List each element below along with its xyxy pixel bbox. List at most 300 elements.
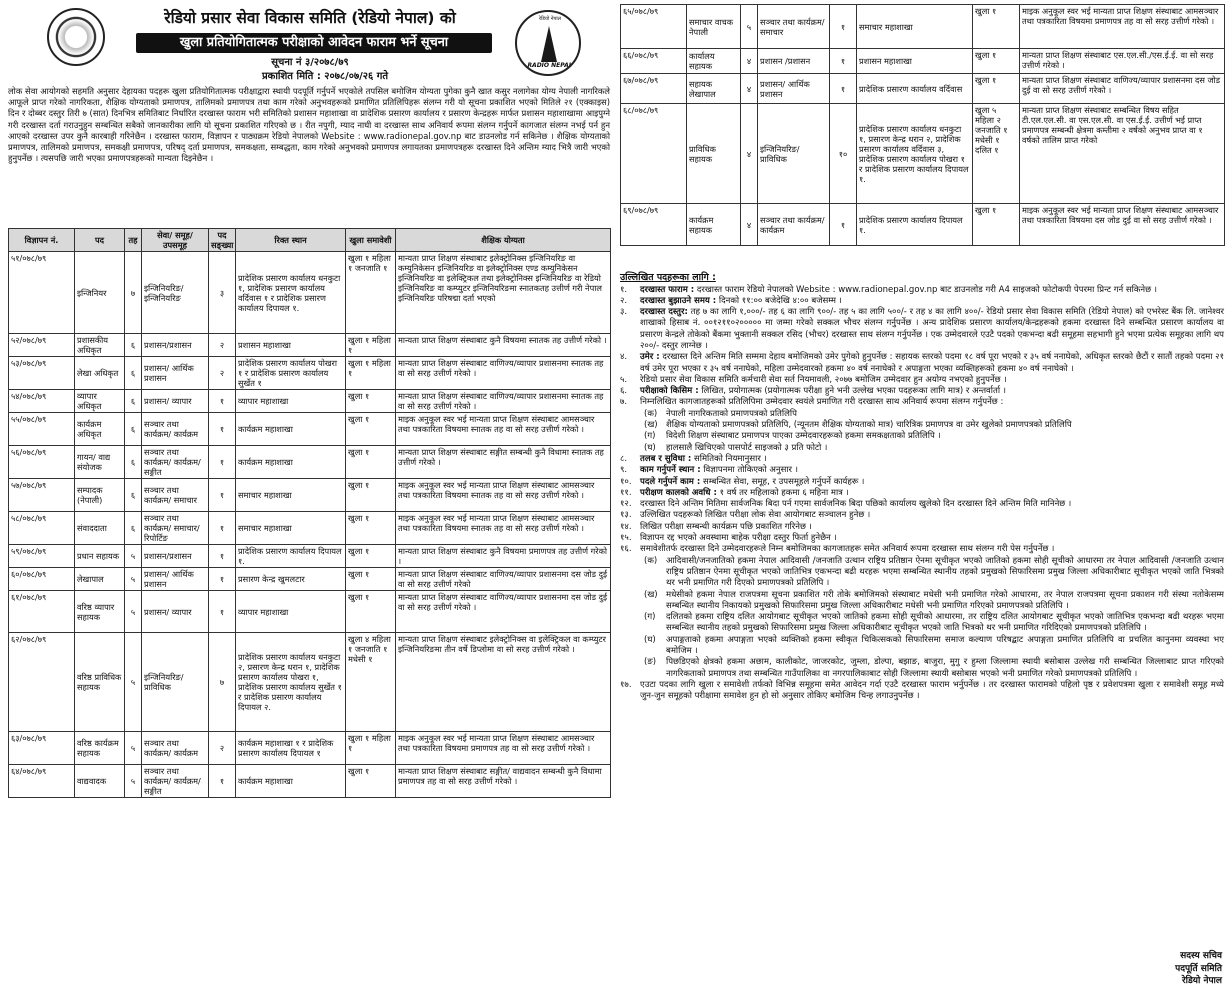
sub-note-number: (घ) xyxy=(644,442,656,453)
note-text: एउटा पदका लागि खुला र समावेशी तर्फको विभिन्न समूहमा समेत आवेदन गर्दा एउटै दरखास्त फाराम भर्नुपर्नेछ । तर दरखास्त फारामको पहिलो पृष्ठ र प्रवेशपत्रमा खुला र समावेशी समूह मध्ये जुन-जुन समूहको परीक्षामा समावेश हुन हो सो अनुसार तोकिए बमोजिम चिन्ह लगाउनुपर्नेछ । xyxy=(640,679,1224,702)
note-item xyxy=(620,307,1224,352)
ad-number-cell: ५४/०७८/७९ xyxy=(9,390,75,413)
vacant-location-cell: प्रादेशिक प्रसारण कार्यालय धनकुटा १, प्रसारण केन्द्र धरान २, प्रादेशिक प्रसारण कार्यालय वर्दिवास ३, प्रादेशिक प्रसारण कार्यालय पोखरा १ र प्रादेशिक प्रसारण कार्यालय दिपायल १. xyxy=(857,104,973,204)
level-cell: ६ xyxy=(125,479,142,512)
post-count-cell: २ xyxy=(209,357,236,390)
level-cell: ४ xyxy=(741,74,758,104)
note-item xyxy=(620,386,1224,397)
level-cell: ५ xyxy=(125,591,142,633)
note-text: विज्ञापनमा तोकिएको अनुसार । xyxy=(700,465,798,476)
table-row xyxy=(9,413,611,446)
notes-list xyxy=(620,285,1224,703)
vacant-location-cell: प्रादेशिक प्रसारण कार्यालय धनकुटा १, प्रादेशिक प्रसारण कार्यालय वर्दिवास १ र प्रादेशिक प्रसारण कार्यालय दिपायल १. xyxy=(236,252,346,334)
vacant-location-cell: कार्यक्रम महाशाखा xyxy=(236,765,346,798)
note-label: दरखास्त दस्तुर: xyxy=(640,307,688,318)
open-inclusive-cell: खुला १ महिला १ xyxy=(346,357,396,390)
vacant-location-cell: कार्यक्रम महाशाखा xyxy=(236,446,346,479)
level-cell: ६ xyxy=(125,512,142,545)
note-body xyxy=(640,477,1224,488)
note-text: दरखास्त दिने अन्तिम मितिमा सार्वजनिक बिदा पर्न गएमा सार्वजनिक बिदा पछिको कार्यालय खुलेको दिन दरखास्त दिने अन्तिम मिति मानिनेछ । xyxy=(640,499,1072,510)
notice-header xyxy=(0,0,612,90)
post-count-cell: १ xyxy=(209,765,236,798)
ad-number-cell: ६७/०७८/७९ xyxy=(621,74,687,104)
post-name-cell: प्राविधिक सहायक xyxy=(687,104,741,204)
service-group-cell: प्रशासन/ आर्थिक प्रशासन xyxy=(142,357,209,390)
col-header-ad-no: विज्ञापन नं. xyxy=(9,229,75,252)
sub-note-text: शैक्षिक योग्यताको प्रमाणपत्रको प्रतिलिपि, (न्यूनतम शैक्षिक योग्यताको मात्र) चारित्रिक प्रमाणपत्र वा उमेर खुलेको प्रमाणपत्रको प्रतिलिपि xyxy=(666,420,1072,431)
sub-note-item xyxy=(620,590,1224,613)
sub-note-text: पिछडिएको क्षेत्रको हकमा अछाम, कालीकोट, जाजरकोट, जुम्ला, डोल्पा, बझाङ, बाजुरा, मुगु र हुम्ला जिल्लामा स्थायी बसोबास उल्लेख गरी सम्बन्धित जिल्लाबाट प्राप्त गरिएको नागरिकताको प्रमाणपत्र तथा सम्बन्धित गाउँपालिका वा नगरपालिकाबाट सोही जिल्लामा स्थायी बसोबास भएको भनी प्रमाणित गरेको प्रमाणपत्रको प्रतिलिपि । xyxy=(666,657,1224,679)
note-number: १४. xyxy=(620,521,632,532)
notes-title: उल्लिखित पदहरूका लागि : xyxy=(620,272,716,283)
level-cell: ४ xyxy=(741,49,758,74)
vacant-location-cell: प्रादेशिक प्रसारण कार्यालय धनकुटा २, प्रसारण केन्द्र धरान १, प्रादेशिक प्रसारण कार्यालय पोखरा १, प्रादेशिक प्रसारण कार्यालय सुर्खेत १ र प्रादेशिक प्रसारण कार्यालय दिपायल २. xyxy=(236,633,346,732)
note-body xyxy=(640,454,1224,465)
note-body xyxy=(640,488,1224,499)
note-number: १. xyxy=(620,284,628,295)
note-number: १३. xyxy=(620,510,632,521)
note-text: दरखास्त फाराम रेडियो नेपालको Website : www.radionepal.gov.np बाट डाउनलोड गरी A4 साइजको फोटोकपी पेपरमा प्रिन्ट गर्न सकिनेछ । xyxy=(694,284,1158,295)
open-inclusive-cell: खुला ५ महिला २ जनजाति १ मधेसी १ दलित १ xyxy=(973,104,1020,204)
radio-tower-icon xyxy=(541,26,557,62)
qualification-cell: मान्यता प्राप्त शिक्षण संस्थाबाट इलेक्ट्रोनिक्स वा इलेक्ट्रिकल वा कम्प्युटर इन्जिनियरिङमा तीन वर्षे डिप्लोमा वा सो सरह उत्तीर्ण गरेको । xyxy=(396,633,611,732)
sub-note-number: (ख) xyxy=(644,589,658,600)
note-number: १०. xyxy=(620,476,632,487)
service-group-cell: प्रशासन/प्रशासन xyxy=(142,334,209,357)
post-count-cell: १ xyxy=(830,5,857,49)
vacant-location-cell: समाचार महाशाखा xyxy=(857,5,973,49)
qualification-cell: मान्यता प्राप्त शिक्षण संस्थाबाट कुनै विषयमा प्रमाणपत्र तह उत्तीर्ण गरेको । xyxy=(396,545,611,568)
open-inclusive-cell: खुला १ महिला १ जनजाति १ xyxy=(346,252,396,334)
open-inclusive-cell: खुला १ महिला १ xyxy=(346,732,396,765)
post-count-cell: १ xyxy=(209,390,236,413)
post-name-cell: कार्यक्रम सहायक xyxy=(687,204,741,246)
post-name-cell: प्रशासकीय अधिकृत xyxy=(75,334,125,357)
table-row xyxy=(9,545,611,568)
service-group-cell: सञ्चार तथा कार्यक्रम/ कार्यक्रम/सङ्गीत xyxy=(142,446,209,479)
col-header-post: पद xyxy=(75,229,125,252)
service-group-cell: सञ्चार तथा कार्यक्रम/ कार्यक्रम xyxy=(758,204,830,246)
sub-note-text: नेपाली नागरिकताको प्रमाणपत्रको प्रतिलिपि xyxy=(666,408,797,419)
note-body xyxy=(640,499,1224,510)
note-label: काम गर्नुपर्ने स्थान : xyxy=(640,465,701,476)
service-group-cell: इन्जिनियरिङ/ प्राविधिक xyxy=(758,104,830,204)
qualification-cell: माइक अनुकूल स्वर भई मान्यता प्राप्त शिक्षण संस्थाबाट आमसञ्चार तथा पत्रकारिता विषयमा स्नातक तह वा सो सरह उत्तीर्ण गरेको । xyxy=(396,512,611,545)
qualification-cell: मान्यता प्राप्त शिक्षण संस्थाबाट इलेक्ट्रोनिक्स इन्जिनियरिङ वा कम्युनिकेसन इन्जिनियरिङ वा इलेक्ट्रोनिक्स एण्ड कम्युनिकेसन इन्जिनियरिङ वा इलेक्ट्रिकल तथा इलेक्ट्रोनिक्स इन्जिनियरिङ वा रेडियो इन्जिनियरिङ वा कम्प्युटर इन्जिनियरिङमा स्नातकतह उत्तीर्ण गरी नेपाल इन्जिनियरिङ परिषद्मा दर्ता भएको xyxy=(396,252,611,334)
note-body xyxy=(640,285,1224,296)
level-cell: ५ xyxy=(125,568,142,591)
ad-number-cell: ५६/०७८/७९ xyxy=(9,446,75,479)
post-count-cell: १ xyxy=(830,49,857,74)
ad-number-cell: ६१/०७८/७९ xyxy=(9,591,75,633)
service-group-cell: प्रशासन /प्रशासन xyxy=(758,49,830,74)
note-item xyxy=(620,454,1224,465)
table-row xyxy=(621,5,1225,49)
note-body xyxy=(640,522,1224,533)
note-item xyxy=(620,522,1224,533)
open-inclusive-cell: खुला १ xyxy=(973,74,1020,104)
notice-banner: खुला प्रतियोगितात्मक परीक्षाको आवेदन फाराम भर्ने सूचना xyxy=(136,33,492,53)
ad-number-cell: ६३/०७८/७९ xyxy=(9,732,75,765)
note-number: ८. xyxy=(620,453,628,464)
level-cell: ५ xyxy=(125,732,142,765)
service-group-cell: सञ्चार तथा कार्यक्रम/ समाचार/रिपोर्टिङ xyxy=(142,512,209,545)
note-item xyxy=(620,680,1224,703)
post-name-cell: लेखा अधिकृत xyxy=(75,357,125,390)
vacant-location-cell: कार्यक्रम महाशाखा १ र प्रादेशिक प्रसारण कार्यालय दिपायल १ xyxy=(236,732,346,765)
nepal-government-emblem-icon xyxy=(47,8,105,66)
notice-number: सूचना नं ३/२०७८/७९ xyxy=(271,57,349,68)
note-number: ३. xyxy=(620,307,628,318)
note-text: विज्ञापन रद्द भएको अवस्थामा बाहेक परीक्षा दस्तुर फिर्ता हुनेछैन । xyxy=(640,533,837,544)
post-name-cell: वरिष्ठ प्राविधिक सहायक xyxy=(75,633,125,732)
published-date: प्रकाशित मिति : २०७८/०७/२६ गते xyxy=(261,71,389,82)
sub-note-text: मधेसीको हकमा नेपाल राजपत्रमा सूचना प्रकाशित गरी तोके बमोजिमको संस्थाबाट मधेसी भनी प्रमाणित गरेको आधारमा, तर नेपाल राजपत्रमा सूचना प्रकाशन गरी संस्था नतोकेसम्म सम्बन्धित स्थानीय निकायको प्रमुखको सिफारिसमा प्रमुख जिल्ला अधिकारीबाट मधेसी भनी प्रमाणित गरिएको प्रमाणपत्रको प्रतिलिपि । xyxy=(666,589,1224,611)
note-body xyxy=(640,296,1224,307)
ad-number-cell: ६०/०७८/७९ xyxy=(9,568,75,591)
sub-note-number: (क) xyxy=(644,555,658,566)
vacant-location-cell: व्यापार महाशाखा xyxy=(236,390,346,413)
vacant-location-cell: समाचार महाशाखा xyxy=(236,479,346,512)
intro-paragraph: लोक सेवा आयोगको सहमति अनुसार देहायका पदहरू खुला प्रतियोगितात्मक परीक्षाद्वारा स्थायी पदपूर्ति गर्नुपर्ने भएकोले तपसिल बमोजिम योग्यता पुगेका कुनै खात कसुर नलागेका योग्य नेपाली नागरिकले आफूले प्राप्त गरेको नागरिकता, शैक्षिक योग्यताको प्रमाणपत्र, तालिमको प्रमाणपत्र तथा काम गरेको अनुभवहरूको प्रमाणित प्रतिलिपिहरू संलग्न गरी यो सूचना प्रकाशित भएको मितिले २१ (एक्काइस) दिन र दोब्बर दस्तुर तिरी ७ (सात) दिनभित्र समितिबाट निर्धारित दरखास्त फाराम भरी समितिको प्रशासन महाशाखा वा प्रादेशिक प्रसारण कार्यालय र प्रसारण केन्द्रहरू मार्फत प्रशासन महाशाखामा आइपुग्ने गरी दरखास्त दर्ता गराउनुहुन सम्बन्धित सबैको जानकारीका लागि यो सूचना प्रकाशित गरिएको छ । रीत नपुगी, म्याद नाघी वा दरखास्त साथ अनिवार्य रूपमा संलग्न गर्नुपर्ने कागजात संलग्न नभई पर्न हुन आएको दरखास्त उपर कुनै कारबाही गरिनेछैन । दरखास्त फाराम, विज्ञापन र पाठ्यक्रम रेडियो नेपालको Website : www.radionepal.gov.np बाट डाउनलोड गर्न सकिनेछ । शैक्षिक योग्यताको प्रमाणपत्र, तालिमको प्रमाणपत्र, समकक्षी प्रमाणपत्र, परिषद् दर्ता प्रमाणपत्र, समकक्षता, सम्बद्धता, काम गरेको अनुभवको प्रमाणपत्र लगायतका प्रमाणपत्रहरू दरखास्त दिने अन्तिम म्याद भित्रै जारी भएको हुनुपर्नेछ । त्यसपछि जारी भएका प्रमाणपत्रहरूको मान्यता दिइनेछैन । xyxy=(8,86,610,164)
ad-number-cell: ५५/०७८/७९ xyxy=(9,413,75,446)
col-header-vacancy: रिक्त स्थान xyxy=(236,229,346,252)
note-text: लिखित, प्रयोगात्मक (प्रयोगात्मक परीक्षा हुने भनी उल्लेख भएका पदहरूका लागि मात्र) र अन्तर्वार्ता । xyxy=(698,386,1006,397)
signature-block xyxy=(1100,950,1222,988)
vacancy-table-right xyxy=(620,4,1225,246)
vacant-location-cell: प्रादेशिक प्रसारण कार्यालय दिपायल १. xyxy=(857,204,973,246)
sub-note-number: (घ) xyxy=(644,634,656,645)
note-number: ७. xyxy=(620,397,628,408)
qualification-cell: मान्यता प्राप्त शिक्षण संस्थाबाट सङ्गीत/ वाद्यवादन सम्बन्धी कुनै विधामा प्रमाणपत्र तह वा सो सरह उत्तीर्ण गरेको । xyxy=(396,765,611,798)
open-inclusive-cell: खुला ४ महिला १ जनजाति १ मधेसी १ xyxy=(346,633,396,732)
table-row xyxy=(9,732,611,765)
level-cell: ५ xyxy=(741,5,758,49)
post-name-cell: व्यापार अधिकृत xyxy=(75,390,125,413)
service-group-cell: प्रशासन/ आर्थिक प्रशासन xyxy=(758,74,830,104)
service-group-cell: सञ्चार तथा कार्यक्रम/ कार्यक्रम xyxy=(142,413,209,446)
open-inclusive-cell: खुला १ xyxy=(346,545,396,568)
radio-logo-text: RADIO NEPAL xyxy=(527,61,573,69)
signature-line-secretary: सदस्य सचिव xyxy=(1180,951,1222,961)
note-number: ११. xyxy=(620,487,632,498)
sub-note-text: हालसालै खिचिएको पासपोर्ट साइजको ३ प्रति फोटो । xyxy=(666,442,828,453)
post-count-cell: १ xyxy=(209,446,236,479)
note-body xyxy=(640,533,1224,544)
vacant-location-cell: प्रसारण केन्द्र खुमलटार xyxy=(236,568,346,591)
service-group-cell: सञ्चार तथा कार्यक्रम/ समाचार xyxy=(142,479,209,512)
qualification-cell: मान्यता प्राप्त शिक्षण संस्थाबाट सङ्गीत सम्बन्धी कुनै विधामा स्नातक तह उत्तीर्ण गरेको । xyxy=(396,446,611,479)
post-name-cell: लेखापाल xyxy=(75,568,125,591)
note-number: १६. xyxy=(620,544,632,555)
level-cell: ५ xyxy=(125,545,142,568)
ad-number-cell: ६२/०७८/७९ xyxy=(9,633,75,732)
open-inclusive-cell: खुला १ xyxy=(346,568,396,591)
open-inclusive-cell: खुला १ xyxy=(346,512,396,545)
service-group-cell: प्रशासन/प्रशासन xyxy=(142,545,209,568)
note-body xyxy=(640,386,1224,397)
sub-note-text: विदेशी शिक्षण संस्थाबाट प्रमाणपत्र पाएका उम्मेदवारहरूको हकमा समकक्षताको प्रतिलिपि । xyxy=(666,431,941,442)
sub-note-item xyxy=(620,657,1224,680)
note-item xyxy=(620,465,1224,476)
post-count-cell: १ xyxy=(209,591,236,633)
table-row xyxy=(9,334,611,357)
level-cell: ६ xyxy=(125,334,142,357)
open-inclusive-cell: खुला १ xyxy=(346,479,396,512)
post-name-cell: गायन/ वाद्य संयोजक xyxy=(75,446,125,479)
post-name-cell: सहायक लेखापाल xyxy=(687,74,741,104)
sub-note-number: (ख) xyxy=(644,420,658,431)
note-item xyxy=(620,477,1224,488)
note-number: ५. xyxy=(620,374,628,385)
table-row xyxy=(9,512,611,545)
qualification-cell: माइक अनुकूल स्वर भई मान्यता प्राप्त शिक्षण संस्थाबाट आमसञ्चार तथा पत्रकारिता विषयमा स्नातक तह वा सो सरह उत्तीर्ण गरेको । xyxy=(396,479,611,512)
application-notes xyxy=(620,272,1224,702)
open-inclusive-cell: खुला १ xyxy=(346,446,396,479)
sub-note-item xyxy=(620,635,1224,658)
ad-number-cell: ५२/०७८/७९ xyxy=(9,334,75,357)
note-number: ९. xyxy=(620,465,628,476)
note-text: निम्नलिखित कागजातहरूको प्रतिलिपिमा उम्मेदवार स्वयंले प्रमाणित गरी दरखास्त साथ अनिवार्य रूपमा संलग्न गर्नुपर्नेछ : xyxy=(640,397,1004,408)
table-row xyxy=(621,204,1225,246)
sub-note-number: (ग) xyxy=(644,612,656,623)
post-name-cell: समाचार वाचक नेपाली xyxy=(687,5,741,49)
note-number: १५. xyxy=(620,533,632,544)
note-label: परीक्षण कालको अवधि : xyxy=(640,487,717,498)
service-group-cell: सञ्चार तथा कार्यक्रम/ कार्यक्रम/सङ्गीत xyxy=(142,765,209,798)
sub-note-text: आदिवासी/जनजातिको हकमा नेपाल आदिवासी /जनजाति उत्थान राष्ट्रिय प्रतिष्ठान ऐनमा सूचीकृत भएको जातिको हकमा सोही सूचीको आधारमा तर नेपाल आदिवासी /जनजाति उत्थान राष्ट्रिय प्रतिष्ठान ऐनमा सूचीकृत भएको जातिभित्र एकभन्दा बढी थरहरू भएमा सम्बन्धित स्थानीय तहको प्रमुखको सिफारिसमा प्रमुख जिल्ला अधिकारीबाट सूचीकृत भएको जाति भित्रको थर भनी प्रमाणित गरी दिएको प्रमाणपत्रको प्रतिलिपि । xyxy=(666,555,1224,589)
qualification-cell: माइक अनुकूल स्वर भई मान्यता प्राप्त शिक्षण संस्थाबाट आमसञ्चार तथा पत्रकारिता विषयमा प्रमाणपत्र तह वा सो सरह उत्तीर्ण गरेको । xyxy=(1020,5,1225,49)
vacant-location-cell: प्रशासन महाशाखा xyxy=(857,49,973,74)
note-body xyxy=(640,510,1224,521)
sub-note-number: (ङ) xyxy=(644,657,657,668)
sub-note-text: दलितको हकमा राष्ट्रिय दलित आयोगबाट सूचीकृत भएको जातिको हकमा सोही सूचीको आधारमा, तर राष्ट्रिय दलित आयोगबाट सूचीकृत भएको जातिभित्र एकभन्दा बढी थरहरू भएमा सम्बन्धित स्थानीय तहको प्रमुखको सिफारिसमा प्रमुख जिल्ला अधिकारीबाट सूचीकृत भएको जाति भित्रको थर भनी प्रमाणित गरिदिएको प्रमाणपत्रको प्रतिलिपि । xyxy=(666,612,1224,634)
sub-note-item xyxy=(620,420,1224,431)
radio-logo-ring-text: रेडियो नेपाल xyxy=(538,16,562,22)
note-item xyxy=(620,352,1224,375)
note-item xyxy=(620,533,1224,544)
post-count-cell: १ xyxy=(209,545,236,568)
sub-note-item xyxy=(620,612,1224,635)
service-group-cell: प्रशासन/ व्यापार xyxy=(142,390,209,413)
table-row xyxy=(621,104,1225,204)
ad-number-cell: ६८/०७८/७९ xyxy=(621,104,687,204)
table-row xyxy=(9,633,611,732)
organization-name: रेडियो प्रसार सेवा विकास समिति (रेडियो नेपाल) को xyxy=(164,9,456,27)
table-row xyxy=(621,49,1225,74)
service-group-cell: सञ्चार तथा कार्यक्रम/ कार्यक्रम xyxy=(142,732,209,765)
note-label: उमेर : xyxy=(640,352,660,363)
note-item xyxy=(620,488,1224,499)
note-item xyxy=(620,397,1224,408)
post-name-cell: संवाददाता xyxy=(75,512,125,545)
note-item xyxy=(620,285,1224,296)
post-name-cell: प्रधान सहायक xyxy=(75,545,125,568)
level-cell: ४ xyxy=(741,104,758,204)
ad-number-cell: ६५/०७८/७९ xyxy=(621,5,687,49)
qualification-cell: माइक अनुकूल स्वर भई मान्यता प्राप्त शिक्षण संस्थाबाट आमसञ्चार तथा पत्रकारिता विषयमा दस जोड दुई वा सो सरह उत्तीर्ण गरेको । xyxy=(1020,204,1225,246)
qualification-cell: मान्यता प्राप्त शिक्षण संस्थाबाट वाणिज्य/व्यापार प्रशासनमा दस जोड दुई वा सो सरह उत्तीर्ण गरेको । xyxy=(1020,74,1225,104)
note-label: दरखास्त बुझाउने समय : xyxy=(640,295,717,306)
qualification-cell: मान्यता प्राप्त शिक्षण संस्थाबाट वाणिज्य/व्यापार प्रशासनमा दस जोड दुई वा सो सरह उत्तीर्ण गरेको । xyxy=(396,591,611,633)
post-name-cell: इन्जिनियर xyxy=(75,252,125,334)
service-group-cell: इन्जिनियरिङ/ इन्जिनियरिङ xyxy=(142,252,209,334)
note-item xyxy=(620,510,1224,521)
open-inclusive-cell: खुला १ महिला १ xyxy=(346,334,396,357)
post-count-cell: १ xyxy=(209,568,236,591)
post-name-cell: वाद्यवादक xyxy=(75,765,125,798)
post-count-cell: १ xyxy=(209,479,236,512)
post-name-cell: सम्पादक (नेपाली) xyxy=(75,479,125,512)
col-header-open-inclusive: खुला समावेशी xyxy=(346,229,396,252)
open-inclusive-cell: खुला १ xyxy=(973,204,1020,246)
post-count-cell: २ xyxy=(209,732,236,765)
vacant-location-cell: प्रादेशिक प्रसारण कार्यालय वर्दिवास xyxy=(857,74,973,104)
note-number: ६. xyxy=(620,386,628,397)
note-label: पदले गर्नुपर्ने काम : xyxy=(640,476,701,487)
open-inclusive-cell: खुला १ xyxy=(973,49,1020,74)
note-body xyxy=(640,352,1224,375)
note-body xyxy=(640,680,1224,703)
note-label: दरखास्त फाराम : xyxy=(640,284,695,295)
qualification-cell: माइक अनुकूल स्वर भई मान्यता प्राप्त शिक्षण संस्थाबाट आमसञ्चार तथा पत्रकारिता विषयमा प्रमाणपत्र तह वा सो सरह उत्तीर्ण गरेको । xyxy=(396,732,611,765)
sub-note-number: (क) xyxy=(644,408,658,419)
qualification-cell: मान्यता प्राप्त शिक्षण संस्थाबाट एस.एल.सी./एस.ई.ई. वा सो सरह उत्तीर्ण गरेको । xyxy=(1020,49,1225,74)
col-header-level: तह xyxy=(125,229,142,252)
post-name-cell: कार्यालय सहायक xyxy=(687,49,741,74)
note-number: १२. xyxy=(620,499,632,510)
note-number: १७. xyxy=(620,679,632,690)
ad-number-cell: ५१/०७८/७९ xyxy=(9,252,75,334)
ad-number-cell: ६९/०७८/७९ xyxy=(621,204,687,246)
signature-line-committee: पदपूर्ति समिति xyxy=(1175,963,1222,974)
note-body xyxy=(640,397,1224,408)
post-count-cell: २ xyxy=(209,334,236,357)
table-row xyxy=(9,446,611,479)
note-item xyxy=(620,499,1224,510)
level-cell: ५ xyxy=(125,633,142,732)
level-cell: ६ xyxy=(125,357,142,390)
table-header-row xyxy=(9,229,611,252)
qualification-cell: मान्यता प्राप्त शिक्षण संस्थाबाट वाणिज्य/व्यापार प्रशासनमा स्नातक तह वा सो सरह उत्तीर्ण गरेको । xyxy=(396,390,611,413)
col-header-count: पद सङ्ख्या xyxy=(209,229,236,252)
vacant-location-cell: प्रशासन महाशाखा xyxy=(236,334,346,357)
sub-note-item xyxy=(620,409,1224,420)
note-item xyxy=(620,544,1224,555)
note-body xyxy=(640,465,1224,476)
signature-line-org: रेडियो नेपाल xyxy=(1181,976,1222,987)
ad-number-cell: ५७/०७८/७९ xyxy=(9,479,75,512)
qualification-cell: मान्यता प्राप्त शिक्षण संस्थाबाट सम्बन्धित विषय सहित टी.एल.एल.सी. वा एस.एल.सी. वा एस.ई.ई. उत्तीर्ण भई प्राप्त प्रमाणपत्र सम्बन्धी क्षेत्रमा कम्तीमा २ वर्षको अनुभव प्राप्त वा १ वर्षको तालिम प्राप्त गरेको xyxy=(1020,104,1225,204)
level-cell: ६ xyxy=(125,390,142,413)
post-count-cell: १ xyxy=(830,204,857,246)
note-item xyxy=(620,375,1224,386)
open-inclusive-cell: खुला १ xyxy=(346,591,396,633)
post-name-cell: वरिष्ठ व्यापार सहायक xyxy=(75,591,125,633)
note-body xyxy=(640,544,1224,555)
service-group-cell: प्रशासन/ व्यापार xyxy=(142,591,209,633)
note-text: समितिको नियमानुसार । xyxy=(691,453,767,464)
open-inclusive-cell: खुला १ xyxy=(346,390,396,413)
level-cell: ५ xyxy=(125,765,142,798)
note-text: सम्बन्धित सेवा, समूह, र उपसमूहले गर्नुपर्ने कार्यहरू । xyxy=(700,476,865,487)
table-row xyxy=(621,74,1225,104)
service-group-cell: सञ्चार तथा कार्यक्रम/ समाचार xyxy=(758,5,830,49)
level-cell: ४ xyxy=(741,204,758,246)
table-row xyxy=(9,357,611,390)
ad-number-cell: ६६/०७८/७९ xyxy=(621,49,687,74)
note-text: दरखास्त दिने अन्तिम मिति सम्ममा देहाय बमोजिमको उमेर पुगेको हुनुपर्नेछ : सहायक स्तरको पदमा १८ वर्ष पूरा भएको र ३५ वर्ष ननाघेको, अधिकृत स्तरको छैटौं र सातौं तहको पदमा २१ वर्ष उमेर पूरा भएका र ३५ वर्ष ननाघेको, महिला उम्मेदवारको हकमा ४० वर्ष ननाघेको र अपाङ्गता भएका व्यक्तिहरूको हकमा ४० वर्ष ननाघेको । xyxy=(640,352,1225,374)
ad-number-cell: ५८/०७८/७९ xyxy=(9,512,75,545)
note-text: तह ७ का लागि १,०००/- तह ६ का लागि ९००/- तह ५ का लागि ५००/- र तह ४ का लागि ४००/- रेडियो प्रसार सेवा विकास समिति (रेडियो नेपाल) को एभरेस्ट बैंक लि. जानेश्वर शाखाको हिसाब नं. ००१२११०२००००० मा जम्मा गरेको सक्कल भौचर संलग्न गर्नुपर्नेछ । अन्य प्रादेशिक प्रसारण कार्यालय/केन्द्रहरूको हकमा दरखास्त दिने सम्बन्धित प्रसारण कार्यालय वा प्रसारण केन्द्रले तोकेको बैंकमा भुक्तानी सक्कल रसिद (भौचर) दरखास्त साथ संलग्न गर्नुपर्नेछ । एक उम्मेदवारले एउटै पदको एकभन्दा बढी समूहमा सहभागी हुने भएमा प्रत्येक समूहका लागि थप २००/- दस्तुर लाग्नेछ । xyxy=(640,307,1225,351)
post-count-cell: १० xyxy=(830,104,857,204)
vacant-location-cell: प्रादेशिक प्रसारण कार्यालय पोखरा १ र प्रादेशिक प्रसारण कार्यालय सुर्खेत १ xyxy=(236,357,346,390)
service-group-cell: प्रशासन/ आर्थिक प्रशासन xyxy=(142,568,209,591)
table-row xyxy=(9,479,611,512)
table-row xyxy=(9,568,611,591)
sub-note-item xyxy=(620,443,1224,454)
note-text: दिनको ११:०० बजेदेखि ४:०० बजेसम्म । xyxy=(716,295,842,306)
open-inclusive-cell: खुला १ xyxy=(346,413,396,446)
post-count-cell: १ xyxy=(830,74,857,104)
vacant-location-cell: समाचार महाशाखा xyxy=(236,512,346,545)
post-count-cell: ७ xyxy=(209,633,236,732)
note-body xyxy=(640,375,1224,386)
level-cell: ६ xyxy=(125,446,142,479)
table-row xyxy=(9,591,611,633)
post-count-cell: १ xyxy=(209,512,236,545)
post-name-cell: कार्यक्रम अधिकृत xyxy=(75,413,125,446)
ad-number-cell: ५९/०७८/७९ xyxy=(9,545,75,568)
note-label: परीक्षाको किसिम : xyxy=(640,386,699,397)
sub-note-text: अपाङ्गताको हकमा अपाङ्गता भएको व्यक्तिको हकमा स्वीकृत चिकित्सकको सिफारिसमा समाज कल्याण परिषद्बाट अपाङ्गता प्रमाणित प्रतिलिपि वा प्रचलित कानुनमा व्यवस्था भए बमोजिम । xyxy=(666,634,1224,656)
ad-number-cell: ५३/०७८/७९ xyxy=(9,357,75,390)
note-text: १ वर्ष तर महिलाको हकमा ६ महिना मात्र । xyxy=(716,487,849,498)
sub-note-number: (ग) xyxy=(644,431,656,442)
note-label: तलब र सुविधा : xyxy=(640,453,692,464)
qualification-cell: मान्यता प्राप्त शिक्षण संस्थाबाट वाणिज्य/व्यापार प्रशासनमा स्नातक तह वा सो सरह उत्तीर्ण गरेको । xyxy=(396,357,611,390)
post-count-cell: ३ xyxy=(209,252,236,334)
qualification-cell: मान्यता प्राप्त शिक्षण संस्थाबाट वाणिज्य/व्यापार प्रशासनमा दस जोड दुई वा सो सरह उत्तीर्ण गरेको xyxy=(396,568,611,591)
level-cell: ६ xyxy=(125,413,142,446)
table-row xyxy=(9,390,611,413)
post-count-cell: १ xyxy=(209,413,236,446)
open-inclusive-cell: खुला १ xyxy=(346,765,396,798)
qualification-cell: माइक अनुकूल स्वर भई मान्यता प्राप्त शिक्षण संस्थाबाट आमसञ्चार तथा पत्रकारिता विषयमा स्नातक तह वा सो सरह उत्तीर्ण गरेको । xyxy=(396,413,611,446)
vacant-location-cell: कार्यक्रम महाशाखा xyxy=(236,413,346,446)
table-row xyxy=(9,252,611,334)
open-inclusive-cell: खुला १ xyxy=(973,5,1020,49)
note-number: २. xyxy=(620,295,628,306)
col-header-service: सेवा/ समूह/ उपसमूह xyxy=(142,229,209,252)
table-row xyxy=(9,765,611,798)
radio-nepal-logo-icon xyxy=(515,10,581,76)
note-item xyxy=(620,296,1224,307)
ad-number-cell: ६४/०७८/७९ xyxy=(9,765,75,798)
vacant-location-cell: व्यापार महाशाखा xyxy=(236,591,346,633)
note-text: लिखित परीक्षा सम्बन्धी कार्यक्रम पछि प्रकाशित गरिनेछ । xyxy=(640,521,812,532)
note-text: रेडियो प्रसार सेवा विकास समिति कर्मचारी सेवा सर्त नियमावली, २०७७ बमोजिम उम्मेदवार हुन अयोग्य नभएको हुनुपर्नेछ । xyxy=(640,374,1007,385)
note-text: समावेशीतर्फ दरखास्त दिने उम्मेदवारहरूले निम्न बमोजिमका कागजातहरू समेत अनिवार्य रूपमा दरखास्त साथ संलग्न गरी पेस गर्नुपर्नेछ । xyxy=(640,544,1055,555)
sub-note-item xyxy=(620,431,1224,442)
col-header-qualification: शैक्षिक योग्यता xyxy=(396,229,611,252)
service-group-cell: इन्जिनियरिङ/ प्राविधिक xyxy=(142,633,209,732)
qualification-cell: मान्यता प्राप्त शिक्षण संस्थाबाट कुनै विषयमा स्नातक तह उत्तीर्ण गरेको । xyxy=(396,334,611,357)
note-body xyxy=(640,307,1224,352)
note-text: उल्लिखित पदहरूको लिखित परीक्षा लोक सेवा आयोगबाट सञ्चालन हुनेछ । xyxy=(640,510,871,521)
vacant-location-cell: प्रादेशिक प्रसारण कार्यालय दिपायल १. xyxy=(236,545,346,568)
level-cell: ७ xyxy=(125,252,142,334)
